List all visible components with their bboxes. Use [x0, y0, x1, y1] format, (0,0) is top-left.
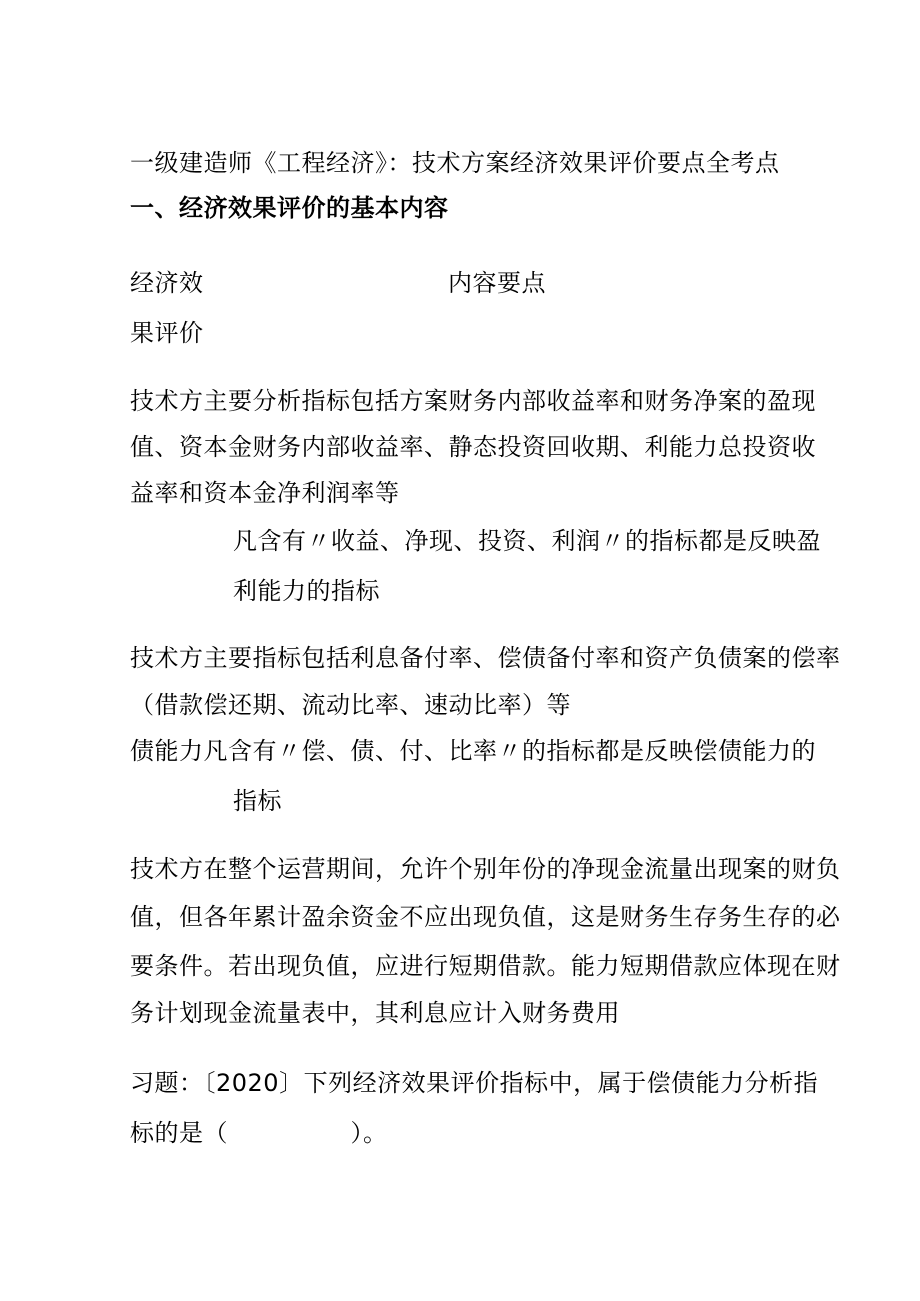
- solvency-text-line-2: （借款偿还期、流动比率、速动比率）等: [130, 691, 571, 719]
- solvency-text-line-3: 债能力凡含有〃偿、债、付、比率〃的指标都是反映偿债能力的: [130, 737, 816, 765]
- solvency-text-line-1: 技术方主要指标包括利息备付率、偿债备付率和资产负债案的偿率: [130, 644, 841, 672]
- survival-text-line-3: 要条件。若出现负值，应进行短期借款。能力短期借款应体现在财: [130, 952, 841, 980]
- profitability-text-line-3: 益率和资本金净利润率等: [130, 479, 400, 507]
- profitability-tip-line-2: 利能力的指标: [233, 577, 380, 605]
- section-heading: 一、经济效果评价的基本内容: [130, 194, 449, 222]
- document-title: 一级建造师《工程经济》：技术方案经济效果评价要点全考点: [130, 149, 780, 177]
- table-header-left: 经济效: [130, 269, 204, 297]
- table-header-left-continued: 果评价: [130, 319, 204, 347]
- profitability-text-line-1: 技术方主要分析指标包括方案财务内部收益率和财务净案的盈现: [130, 387, 816, 415]
- solvency-text-line-4: 指标: [233, 787, 282, 815]
- exercise-question-line-2: 标的是（ ）。: [130, 1119, 388, 1147]
- survival-text-line-4: 务计划现金流量表中，其利息应计入财务费用: [130, 999, 620, 1027]
- profitability-tip-line-1: 凡含有〃收益、净现、投资、利润〃的指标都是反映盈: [233, 527, 821, 555]
- survival-text-line-1: 技术方在整个运营期间，允许个别年份的净现金流量出现案的财负: [130, 855, 841, 883]
- exercise-question-line-1: 习题：〔2020〕下列经济效果评价指标中，属于偿债能力分析指: [130, 1069, 819, 1097]
- profitability-text-line-2: 值、资本金财务内部收益率、静态投资回收期、利能力总投资收: [130, 433, 816, 461]
- survival-text-line-2: 值，但各年累计盈余资金不应出现负值，这是财务生存务生存的必: [130, 903, 841, 931]
- table-header-right: 内容要点: [448, 269, 546, 297]
